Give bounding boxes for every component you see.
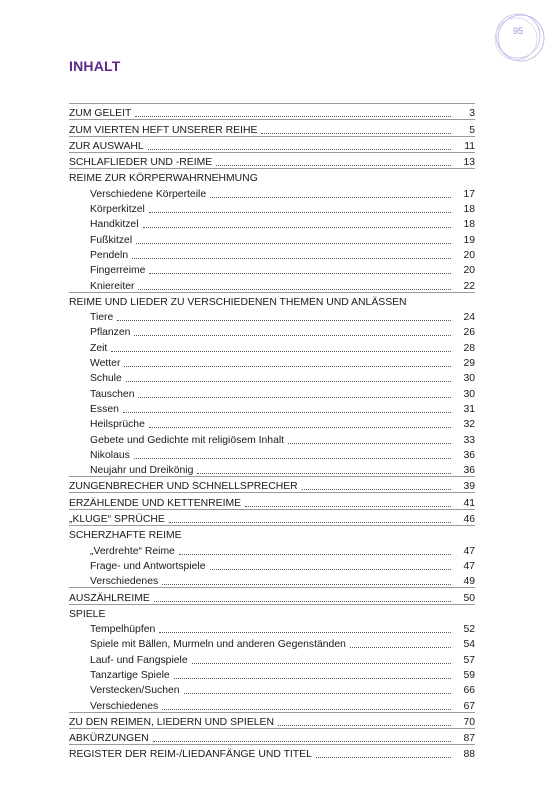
toc-dot-leader <box>143 216 451 228</box>
toc-page-number: 39 <box>463 481 475 493</box>
toc-page-number: 87 <box>463 733 475 745</box>
toc-entry-label: Zeit <box>90 342 108 354</box>
toc-subsection-row <box>69 384 475 399</box>
toc-entry-label: SCHERZHAFTE REIME <box>69 530 182 542</box>
toc-entry-label: REIME ZUR KÖRPERWAHRNEHMUNG <box>69 173 258 185</box>
toc-dot-leader <box>245 495 451 507</box>
toc-page-number: 18 <box>463 204 475 216</box>
toc-dot-leader <box>261 122 451 134</box>
toc-dot-leader <box>123 401 451 413</box>
toc-subsection-row <box>69 557 475 572</box>
toc-page-number: 5 <box>469 124 475 136</box>
toc-section-row <box>69 604 475 620</box>
toc-subsection-row <box>69 461 475 476</box>
toc-subsection-row <box>69 200 475 215</box>
toc-section-row <box>69 476 475 492</box>
toc-section-row <box>69 292 475 308</box>
toc-page-number: 88 <box>463 749 475 761</box>
toc-page-number: 36 <box>463 449 475 461</box>
toc-entry-label: ZU DEN REIMEN, LIEDERN UND SPIELEN <box>69 716 274 728</box>
toc-entry-label: ZUM GELEIT <box>69 108 132 120</box>
toc-entry-label: Nikolaus <box>90 449 130 461</box>
toc-page-number: 28 <box>463 342 475 354</box>
toc-page-number: 54 <box>463 639 475 651</box>
toc-page-number: 13 <box>463 157 475 169</box>
toc-dot-leader <box>136 232 451 244</box>
toc-entry-label: Körperkitzel <box>90 204 145 216</box>
toc-dot-leader <box>134 447 451 459</box>
toc-page-number: 20 <box>463 265 475 277</box>
toc-entry-label: Kniereiter <box>90 280 135 292</box>
toc-entry-label: Tempelhüpfen <box>90 624 156 636</box>
toc-page-number: 11 <box>464 140 475 152</box>
toc-dot-leader <box>132 247 451 259</box>
toc-dot-leader <box>302 478 451 490</box>
toc-page-number: 49 <box>463 576 475 588</box>
toc-entry-label: Fingerreime <box>90 265 146 277</box>
toc-entry-label: Spiele mit Bällen, Murmeln und anderen Gegenständen <box>90 639 346 651</box>
page-title: INHALT <box>69 58 121 74</box>
toc-dot-leader <box>138 386 451 398</box>
toc-dot-leader <box>124 355 451 367</box>
toc-entry-label: Verstecken/Suchen <box>90 685 180 697</box>
toc-page-number: 41 <box>463 497 475 509</box>
toc-section-row <box>69 492 475 508</box>
toc-page-number: 33 <box>463 434 475 446</box>
toc-subsection-row <box>69 184 475 199</box>
toc-subsection-row <box>69 430 475 445</box>
toc-dot-leader <box>149 416 451 428</box>
toc-dot-leader <box>184 682 451 694</box>
toc-subsection-row <box>69 415 475 430</box>
toc-entry-label: Heilsprüche <box>90 419 145 431</box>
toc-page-number: 52 <box>463 624 475 636</box>
toc-page-number: 29 <box>463 358 475 370</box>
toc-subsection-row <box>69 681 475 696</box>
toc-entry-label: Verschiedenes <box>90 700 159 712</box>
toc-dot-leader <box>169 511 451 523</box>
toc-page-number: 47 <box>463 545 475 557</box>
toc-page-number: 26 <box>463 327 475 339</box>
toc-dot-leader <box>288 432 451 444</box>
toc-section-row <box>69 119 475 135</box>
toc-section-row <box>69 103 475 119</box>
toc-subsection-row <box>69 620 475 635</box>
toc-dot-leader <box>216 154 451 166</box>
toc-entry-label: SCHLAFLIEDER UND -REIME <box>69 157 213 169</box>
toc-subsection-row <box>69 446 475 461</box>
toc-subsection-row <box>69 323 475 338</box>
toc-page-number: 17 <box>463 188 475 200</box>
toc-dot-leader <box>134 324 451 336</box>
toc-dot-leader <box>154 590 451 602</box>
toc-subsection-row <box>69 400 475 415</box>
toc-page-number: 67 <box>463 700 475 712</box>
toc-subsection-row <box>69 338 475 353</box>
toc-page-number: 59 <box>463 669 475 681</box>
toc-dot-leader <box>316 746 451 758</box>
toc-dot-leader <box>210 558 451 570</box>
toc-subsection-row <box>69 246 475 261</box>
toc-entry-label: Tauschen <box>90 388 135 400</box>
toc-dot-leader <box>197 462 451 474</box>
toc-page-number: 30 <box>463 388 475 400</box>
toc-dot-leader <box>149 201 451 213</box>
toc-page-number: 31 <box>463 403 475 415</box>
toc-page-number: 32 <box>463 419 475 431</box>
toc-dot-leader <box>174 667 451 679</box>
toc-dot-leader <box>210 186 451 198</box>
toc-page-number: 46 <box>463 514 475 526</box>
toc-page-number: 20 <box>463 249 475 261</box>
page-number-badge <box>490 12 546 68</box>
toc-entry-label: Tanzartige Spiele <box>90 669 170 681</box>
toc-dot-leader <box>162 573 451 585</box>
toc-page-number: 66 <box>463 685 475 697</box>
toc-entry-label: Lauf- und Fangspiele <box>90 654 188 666</box>
toc-subsection-row <box>69 369 475 384</box>
toc-dot-leader <box>117 309 451 321</box>
toc-dot-leader <box>159 621 451 633</box>
toc-subsection-row <box>69 572 475 587</box>
toc-subsection-row <box>69 261 475 276</box>
toc-section-row <box>69 525 475 541</box>
toc-entry-label: „KLUGE“ SPRÜCHE <box>69 514 165 526</box>
toc-entry-label: „Verdrehte“ Reime <box>90 545 175 557</box>
toc-page-number: 47 <box>463 560 475 572</box>
toc-section-row <box>69 509 475 525</box>
toc-entry-label: ZUM VIERTEN HEFT UNSERER REIHE <box>69 124 258 136</box>
toc-page-number: 70 <box>463 716 475 728</box>
toc-dot-leader <box>350 636 451 648</box>
toc-subsection-row <box>69 696 475 711</box>
toc-dot-leader <box>148 138 451 150</box>
toc-entry-label: AUSZÄHLREIME <box>69 592 150 604</box>
toc-dot-leader <box>192 652 451 664</box>
toc-entry-label: Gebete und Gedichte mit religiösem Inhalt <box>90 434 285 446</box>
toc-entry-label: ABKÜRZUNGEN <box>69 733 149 745</box>
toc-entry-label: SPIELE <box>69 608 106 620</box>
toc-entry-label: Neujahr und Dreikönig <box>90 465 194 477</box>
toc-entry-label: Frage- und Antwortspiele <box>90 560 206 572</box>
toc-entry-label: ERZÄHLENDE UND KETTENREIME <box>69 497 242 509</box>
toc-entry-label: Verschiedene Körperteile <box>90 188 207 200</box>
toc-page-number: 22 <box>463 280 475 292</box>
toc-subsection-row <box>69 276 475 291</box>
table-of-contents <box>69 103 475 760</box>
toc-subsection-row <box>69 650 475 665</box>
toc-dot-leader <box>111 340 451 352</box>
toc-subsection-row <box>69 230 475 245</box>
toc-entry-label: ZUR AUSWAHL <box>69 140 144 152</box>
toc-section-row <box>69 712 475 728</box>
toc-entry-label: REIME UND LIEDER ZU VERSCHIEDENEN THEMEN UND ANLÄSSEN <box>69 296 407 308</box>
toc-page-number: 57 <box>463 654 475 666</box>
toc-page-number: 3 <box>469 108 475 120</box>
toc-dot-leader <box>162 698 451 710</box>
toc-subsection-row <box>69 215 475 230</box>
toc-entry-label: Tiere <box>90 312 114 324</box>
toc-entry-label: Handkitzel <box>90 219 139 231</box>
toc-page-number: 24 <box>463 312 475 324</box>
toc-subsection-row <box>69 354 475 369</box>
toc-entry-label: ZUNGENBRECHER UND SCHNELLSPRECHER <box>69 481 298 493</box>
toc-subsection-row <box>69 541 475 556</box>
toc-entry-label: Verschiedenes <box>90 576 159 588</box>
toc-dot-leader <box>135 105 451 117</box>
toc-entry-label: Essen <box>90 403 119 415</box>
toc-dot-leader <box>149 262 451 274</box>
toc-section-row <box>69 587 475 603</box>
toc-entry-label: REGISTER DER REIM-/LIEDANFÄNGE UND TITEL <box>69 749 312 761</box>
toc-page-number: 30 <box>463 373 475 385</box>
toc-page-number: 50 <box>463 592 475 604</box>
toc-dot-leader <box>278 714 451 726</box>
toc-entry-label: Schule <box>90 373 122 385</box>
toc-dot-leader <box>179 543 451 555</box>
page-number: 95 <box>512 26 523 36</box>
toc-dot-leader <box>126 370 451 382</box>
toc-page-number: 36 <box>463 465 475 477</box>
toc-section-row <box>69 744 475 760</box>
toc-entry-label: Fußkitzel <box>90 234 133 246</box>
page-badge-rings <box>490 12 546 68</box>
toc-subsection-row <box>69 666 475 681</box>
toc-dot-leader <box>138 278 451 290</box>
toc-dot-leader <box>153 730 451 742</box>
toc-section-row <box>69 136 475 152</box>
toc-subsection-row <box>69 308 475 323</box>
toc-entry-label: Pflanzen <box>90 327 131 339</box>
toc-entry-label: Pendeln <box>90 249 129 261</box>
toc-entry-label: Wetter <box>90 358 121 370</box>
toc-page-number: 19 <box>463 234 475 246</box>
toc-section-row <box>69 728 475 744</box>
toc-page-number: 18 <box>463 219 475 231</box>
toc-section-row <box>69 168 475 184</box>
toc-section-row <box>69 152 475 168</box>
toc-subsection-row <box>69 635 475 650</box>
